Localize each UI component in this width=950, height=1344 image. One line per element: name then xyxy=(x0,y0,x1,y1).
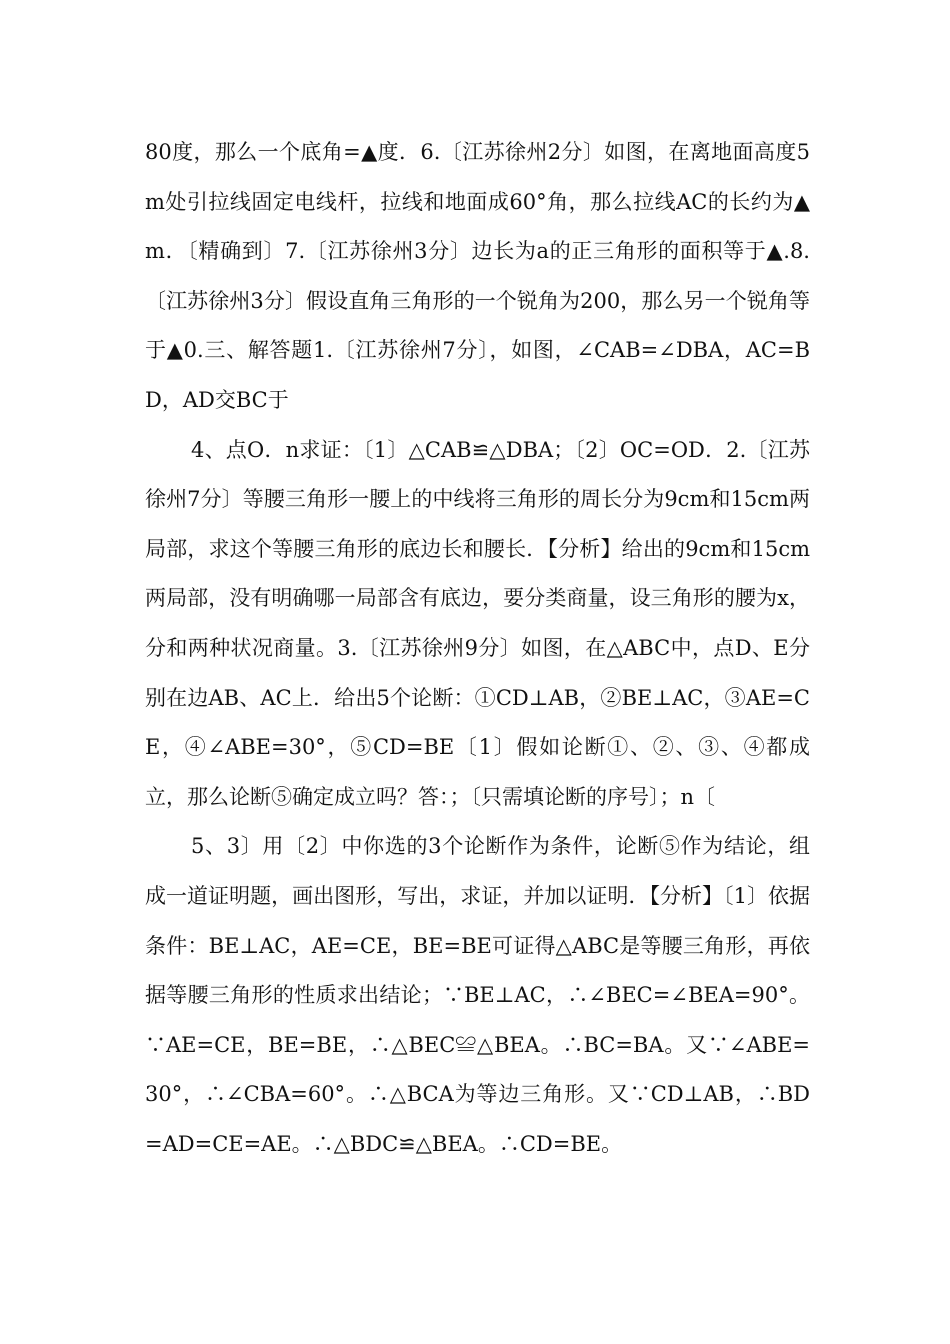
paragraph-1: 80度，那么一个底角=▲度．6.〔江苏徐州2分〕如图，在离地面高度5m处引拉线固定电线杆，拉线和地面成60°角，那么拉线AC的长约为▲m．〔精确到〕7.〔江苏徐州3分〕边长为a的正三角形的面积等于▲.8.〔江苏徐州3分〕假设直角三角形的一个锐角为200，那么另一个锐角等于▲0.三、解答题1.〔江苏徐州7分〕，如图，∠CAB=∠DBA，AC=BD，AD交BC于 xyxy=(145,140,810,412)
document-body xyxy=(145,128,810,1169)
paragraph-2: 4、点O．n求证：〔1〕△CAB≌△DBA；〔2〕OC=OD．2.〔江苏徐州7分〕等腰三角形一腰上的中线将三角形的周长分为9cm和15cm两局部，求这个等腰三角形的底边长和腰长．【分析】给出的9cm和15cm两局部，没有明确哪一局部含有底边，要分类商量，设三角形的腰为x，分和两种状况商量。3.〔江苏徐州9分〕如图，在△ABC中，点D、E分别在边AB、AC上．给出5个论断：①CD⊥AB，②BE⊥AC，③AE=CE，④∠ABE=30°，⑤CD=BE〔1〕假如论断①、②、③、④都成立，那么论断⑤确定成立吗？答：；〔只需填论断的序号〕；n〔 xyxy=(145,437,810,809)
paragraph-3: 5、3〕用〔2〕中你选的3个论断作为条件，论断⑤作为结论，组成一道证明题，画出图形，写出，求证，并加以证明．【分析】〔1〕依据条件：BE⊥AC，AE=CE，BE=BE可证得△ABC是等腰三角形，再依据等腰三角形的性质求出结论；∵BE⊥AC，∴∠BEC=∠BEA=90°。∵AE=CE，BE=BE，∴△BEC≌△BEA。∴BC=BA。又∵∠ABE=30°，∴∠CBA=60°。∴△BCA为等边三角形。又∵CD⊥AB，∴BD=AD=CE=AE。∴△BDC≌△BEA。∴CD=BE。 xyxy=(145,834,810,1156)
